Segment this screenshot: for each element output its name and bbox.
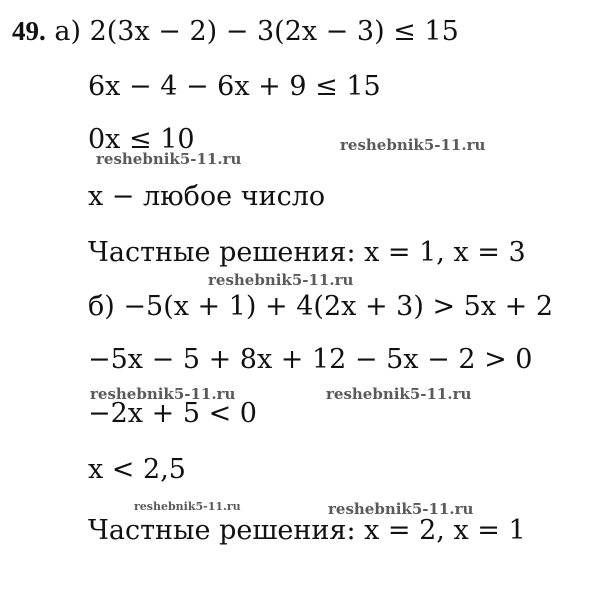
watermark: reshebnik5-11.ru [328, 500, 474, 518]
part-b-header [88, 293, 553, 320]
watermark: reshebnik5-11.ru [208, 271, 354, 289]
watermark: reshebnik5-11.ru [134, 500, 241, 513]
watermark: reshebnik5-11.ru [90, 385, 236, 403]
equation-line-7: −5x − 5 + 8x + 12 − 5x − 2 > 0 [88, 344, 533, 375]
watermark: reshebnik5-11.ru [96, 150, 242, 168]
equation-line-1: 2(3x − 2) − 3(2x − 3) ≤ 15 [89, 16, 459, 47]
problem-number: 49. [12, 16, 46, 46]
part-b-label: б) [88, 291, 115, 322]
equation-line-4: x − любое число [88, 181, 326, 212]
equation-line-8: −2x + 5 < 0 [88, 398, 257, 429]
equation-line-10: Частные решения: x = 2, x = 1 [88, 515, 526, 546]
watermark: reshebnik5-11.ru [340, 136, 486, 154]
problem-header [12, 18, 459, 45]
watermark: reshebnik5-11.ru [326, 385, 472, 403]
equation-line-2: 6x − 4 − 6x + 9 ≤ 15 [88, 71, 381, 102]
equation-line-5: Частные решения: x = 1, x = 3 [88, 237, 526, 268]
equation-line-9: x < 2,5 [88, 454, 186, 485]
equation-line-3: 0x ≤ 10 [88, 124, 195, 155]
part-a-label: а) [54, 16, 81, 47]
equation-line-6: −5(x + 1) + 4(2x + 3) > 5x + 2 [123, 291, 554, 322]
